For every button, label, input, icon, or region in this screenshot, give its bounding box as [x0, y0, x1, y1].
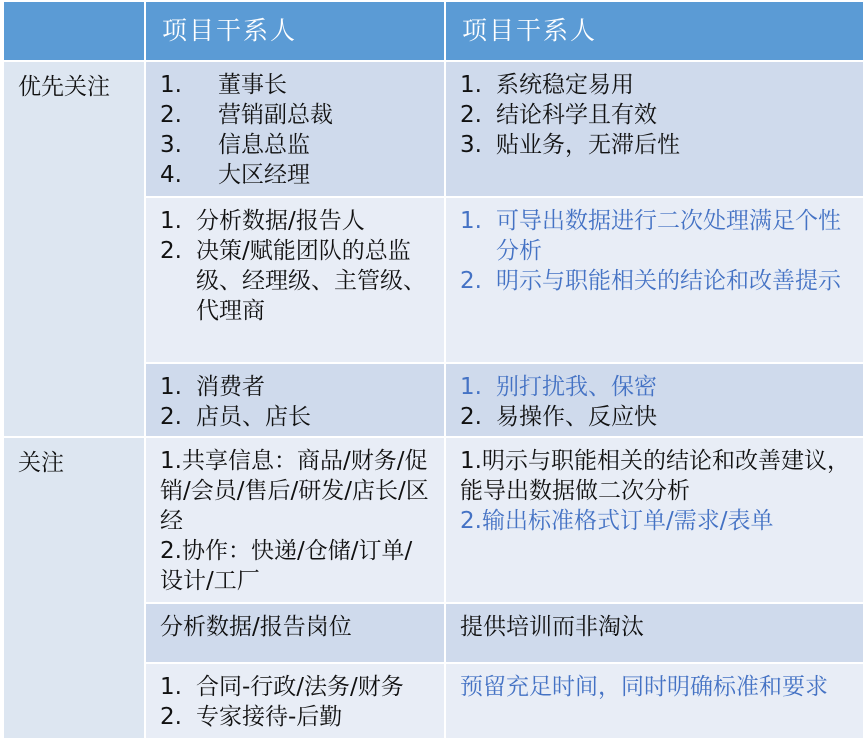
category-priority: 优先关注 — [3, 61, 145, 437]
list-item: 3. 贴业务，无滞后性 — [460, 132, 680, 158]
list-item: 1. 可导出数据进行二次处理满足个性分析 — [460, 208, 841, 264]
list-item: 1. 消费者 — [160, 374, 265, 400]
row1-left-cell — [145, 61, 445, 197]
list-item: 1.共享信息：商品/财务/促销/会员/售后/研发/店长/区经 — [160, 448, 429, 534]
list-item: 1. 董事长 — [160, 72, 287, 98]
row4-left-cell — [145, 437, 445, 603]
list-item: 1. 系统稳定易用 — [460, 72, 634, 98]
list-item: 1. 别打扰我、保密 — [460, 374, 657, 400]
row5-right-cell — [445, 603, 864, 663]
row1-right-cell — [445, 61, 864, 197]
list-item: 2.协作：快递/仓储/订单/设计/工厂 — [160, 538, 413, 594]
list-item: 2. 决策/赋能团队的总监级、经理级、主管级、代理商 — [160, 238, 426, 324]
list-item: 2.输出标准格式订单/需求/表单 — [460, 508, 774, 534]
list-item: 分析数据/报告岗位 — [160, 614, 352, 640]
table-row — [3, 61, 864, 197]
list-item: 2. 店员、店长 — [160, 404, 311, 430]
header-stakeholder-1: 项目干系人 — [145, 1, 445, 61]
list-item: 1. 合同-行政/法务/财务 — [160, 674, 404, 700]
header-row — [3, 1, 864, 61]
list-item: 3. 信息总监 — [160, 132, 310, 158]
list-item: 2. 明示与职能相关的结论和改善提示 — [460, 268, 841, 294]
row3-left-cell — [145, 363, 445, 437]
header-corner — [3, 1, 145, 61]
table-row — [3, 437, 864, 603]
row6-right-cell — [445, 663, 864, 739]
stakeholder-table — [2, 0, 865, 740]
list-item: 2. 结论科学且有效 — [460, 102, 657, 128]
row4-right-cell — [445, 437, 864, 603]
row2-right-cell — [445, 197, 864, 363]
list-item: 提供培训而非淘汰 — [460, 614, 644, 640]
row3-right-cell — [445, 363, 864, 437]
row5-left-cell — [145, 603, 445, 663]
list-item: 2. 专家接待-后勤 — [160, 704, 343, 730]
row2-left-cell — [145, 197, 445, 363]
list-item: 2. 易操作、反应快 — [460, 404, 657, 430]
list-item: 4. 大区经理 — [160, 162, 310, 188]
list-item: 1.明示与职能相关的结论和改善建议，能导出数据做二次分析 — [460, 448, 850, 504]
list-item: 2. 营销副总裁 — [160, 102, 333, 128]
list-item: 1. 分析数据/报告人 — [160, 208, 365, 234]
row6-left-cell — [145, 663, 445, 739]
header-stakeholder-2: 项目干系人 — [445, 1, 864, 61]
category-attention: 关注 — [3, 437, 145, 739]
list-item: 预留充足时间，同时明确标准和要求 — [460, 674, 828, 700]
